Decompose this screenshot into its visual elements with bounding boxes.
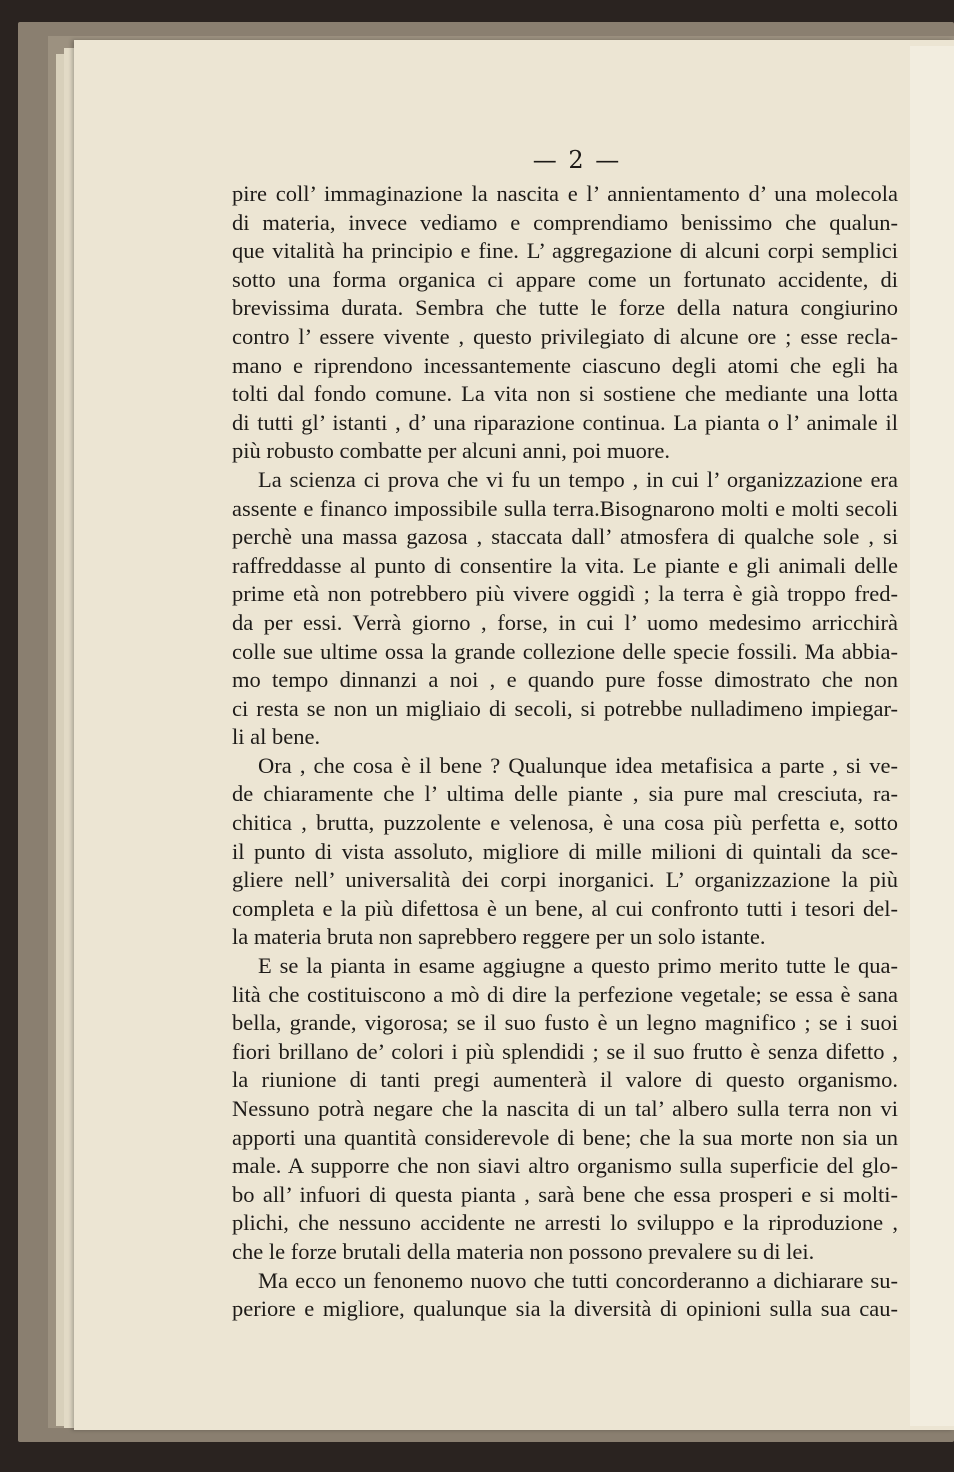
text-line: prime età non potrebbero più vivere oggidì ; la terra è già troppo fred- <box>232 581 898 607</box>
text-line: li al bene. <box>232 724 321 750</box>
body-text <box>232 180 898 1324</box>
text-line: apporti una quantità considerevole di bene; che la sua morte non sia un <box>232 1124 898 1150</box>
text-line: pire coll’ immaginazione la nascita e l’ annientamento d’ una molecola <box>232 181 898 206</box>
text-line: Ora , che cosa è il bene ? Qualunque idea metafisica a parte , si ve- <box>258 752 898 778</box>
text-line: raffreddasse al punto di consentire la vita. Le piante e gli animali delle <box>232 552 898 578</box>
text-line: fiori brillano de’ colori i più splendidi ; se il suo frutto è senza difetto , <box>232 1038 898 1064</box>
text-line: di materia, invece vediamo e comprendiamo benissimo che qualun- <box>232 209 898 235</box>
text-line: que vitalità ha principio e fine. L’ aggregazione di alcuni corpi semplici <box>232 238 898 264</box>
text-line: colle sue ultime ossa la grande collezione delle specie fossili. Ma abbia- <box>232 638 898 664</box>
text-line: Nessuno potrà negare che la nascita di un tal’ albero sulla terra non vi <box>232 1096 898 1121</box>
text-line: completa e la più difettosa è un bene, al cui confronto tutti i tesori del- <box>232 895 898 921</box>
text-line: E se la pianta in esame aggiugne a questo primo merito tutte le qua- <box>258 953 898 979</box>
text-line: sotto una forma organica ci appare come un fortunato accidente, di <box>232 266 898 292</box>
text-line: assente e financo impossibile sulla terra.Bisognarono molti e molti secoli <box>232 495 898 521</box>
text-line: perchè una massa gazosa , staccata dall’ atmosfera di qualche sole , si <box>232 524 898 550</box>
text-line: lità che costituiscono a mò di dire la perfezione vegetale; se essa è sana <box>232 981 898 1007</box>
text-line: che le forze brutali della materia non possono prevalere su di lei. <box>232 1238 815 1264</box>
text-line: brevissima durata. Sembra che tutte le forze della natura congiurino <box>232 295 898 321</box>
text-line: La scienza ci prova che vi fu un tempo , in cui l’ organizzazione era <box>258 466 898 492</box>
text-line: male. A supporre che non siavi altro organismo sulla superficie del glo- <box>232 1153 898 1179</box>
text-line: plichi, che nessuno accidente ne arresti lo sviluppo e la riproduzione , <box>232 1210 898 1236</box>
text-line: ci resta se non un migliaio di secoli, si potrebbe nulladimeno impiegar- <box>232 695 898 721</box>
text-line: contro l’ essere vivente , questo privilegiato di alcune ore ; esse recla- <box>232 323 898 349</box>
page-number: — 2 — <box>532 146 622 174</box>
text-line: de chiaramente che l’ ultima delle piante , sia pure mal cresciuta, ra- <box>232 781 898 807</box>
text-line: gliere nell’ universalità dei corpi inorganici. L’ organizzazione la più <box>232 867 898 893</box>
text-line: da per essi. Verrà giorno , forse, in cui l’ uomo medesimo arricchirà <box>232 609 898 635</box>
text-line: mo tempo dinnanzi a noi , e quando pure fosse dimostrato che non <box>232 667 898 693</box>
facing-page-edge <box>910 46 954 1426</box>
text-line: la materia bruta non saprebbero reggere per un solo istante. <box>232 924 766 950</box>
text-line: chitica , brutta, puzzolente e velenosa, è una cosa più perfetta e, sotto <box>232 810 898 836</box>
text-line: bella, grande, vigorosa; se il suo fusto è un legno magnifico ; se i suoi <box>232 1010 898 1036</box>
text-line: il punto di vista assoluto, migliore di mille milioni di quintali da sce- <box>232 838 898 864</box>
text-line: Ma ecco un fenonemo nuovo che tutti concorderanno a dichiarare su- <box>258 1267 898 1293</box>
text-line: la riunione di tanti pregi aumenterà il valore di questo organismo. <box>232 1067 898 1093</box>
text-line: periore e migliore, qualunque sia la diversità di opinioni sulla sua cau- <box>232 1296 898 1322</box>
text-line: bo all’ infuori di questa pianta , sarà bene che essa prosperi e si molti- <box>232 1181 898 1207</box>
text-line: di tutti gl’ istanti , d’ una riparazione continua. La pianta o l’ animale il <box>232 409 898 435</box>
text-line: più robusto combatte per alcuni anni, poi muore. <box>232 438 671 464</box>
text-line: tolti dal fondo comune. La vita non si sostiene che mediante una lotta <box>232 381 898 407</box>
text-line: mano e riprendono incessantemente ciascuno degli atomi che egli ha <box>232 352 898 378</box>
